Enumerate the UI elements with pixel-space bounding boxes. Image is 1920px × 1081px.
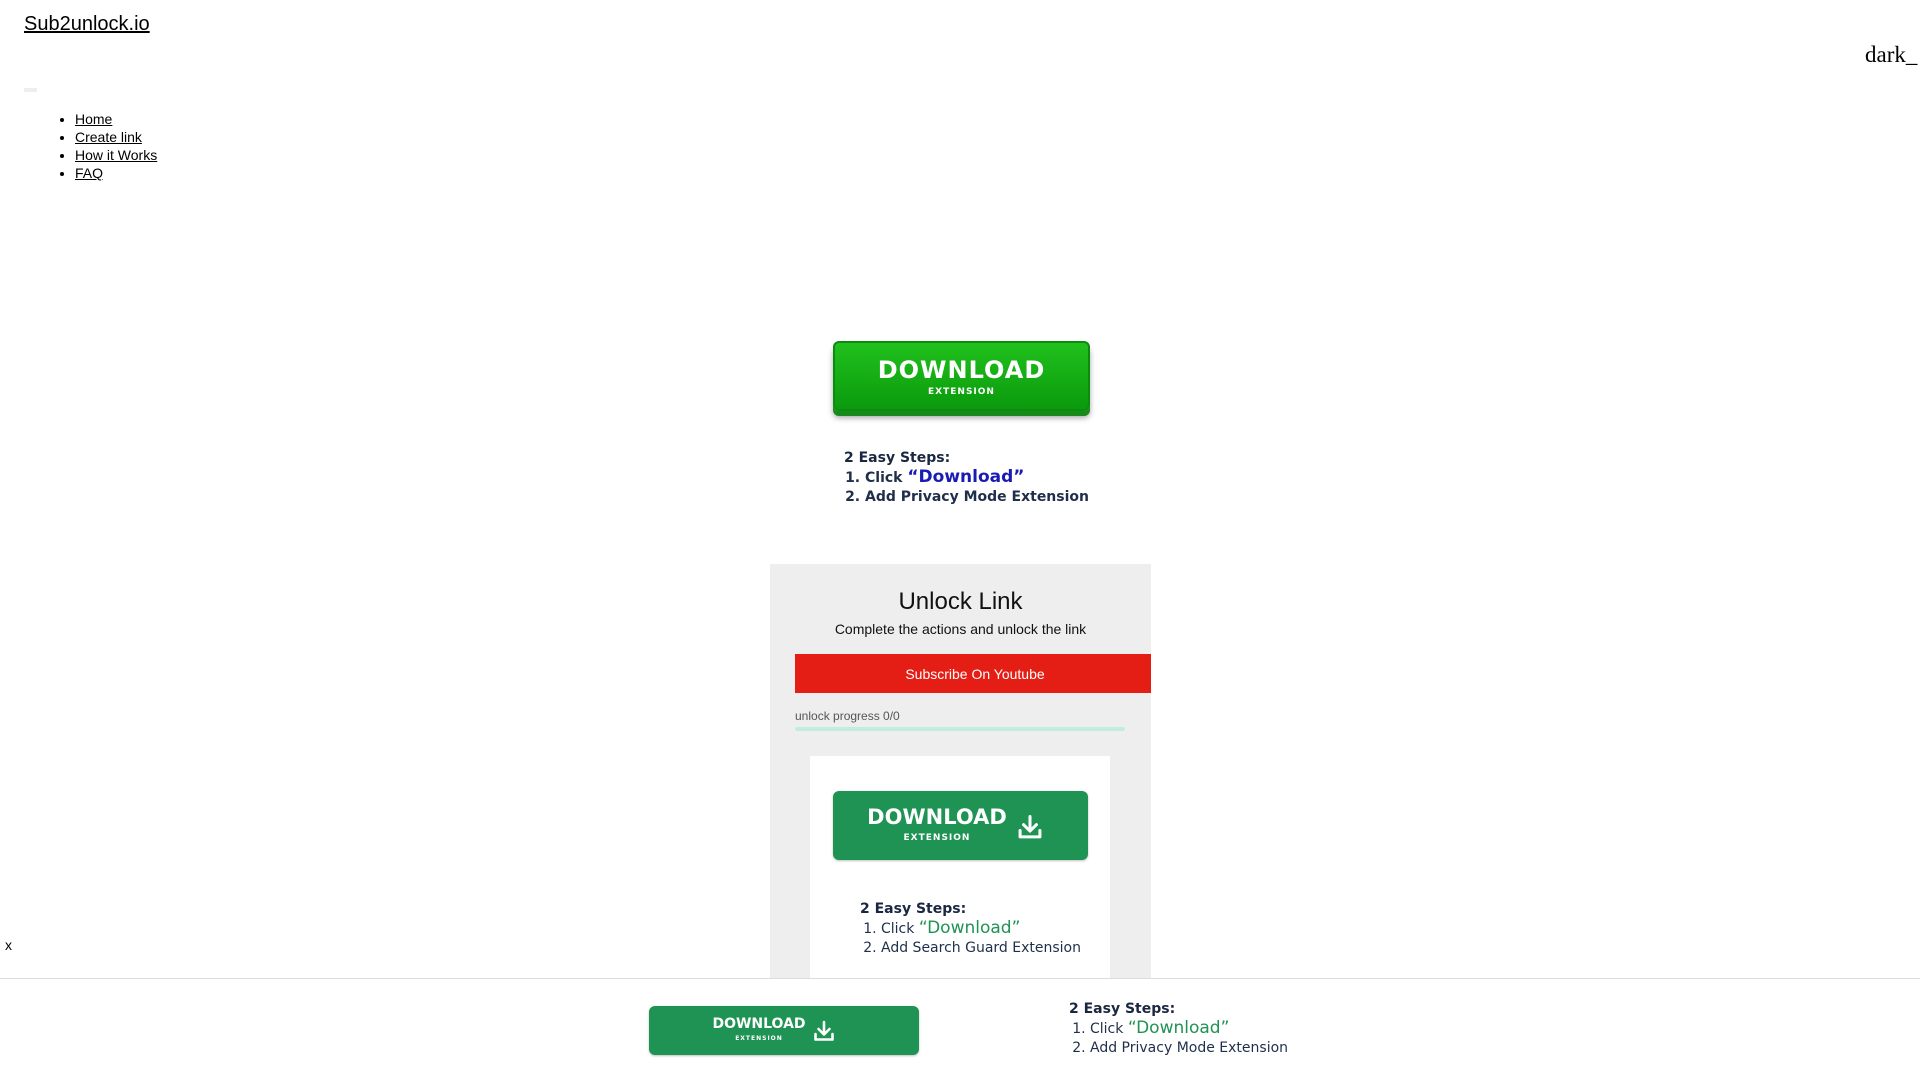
inner-step-1-prefix: Click	[881, 921, 919, 937]
inner-download-extension-button[interactable]	[833, 791, 1088, 860]
unlock-card	[770, 564, 1151, 979]
top-step-1	[865, 468, 1089, 488]
inner-download-label: DOWNLOAD	[867, 805, 1007, 829]
top-download-extension-button[interactable]	[833, 341, 1090, 411]
subscribe-youtube-button[interactable]: Subscribe On Youtube	[795, 654, 1151, 693]
nav-item-how-it-works	[75, 146, 157, 164]
top-steps-block	[844, 449, 1089, 507]
main-nav	[24, 110, 157, 182]
top-step-1-prefix: Click	[865, 470, 908, 486]
unlock-card-subtitle: Complete the actions and unlock the link	[834, 621, 1087, 637]
inner-step-2: 2. Add Search Guard Extension	[881, 939, 1081, 958]
inner-steps-block	[860, 900, 1081, 958]
inner-step-1	[881, 919, 1081, 939]
bottom-steps-heading: 2 Easy Steps:	[1069, 1001, 1176, 1017]
top-download-button-sublabel: EXTENSION	[928, 387, 995, 397]
download-arrow-icon	[1016, 813, 1044, 841]
inner-step-1-highlight: “Download”	[918, 918, 1021, 938]
bottom-step-1-prefix: Click	[1090, 1021, 1128, 1037]
bottom-steps-block	[1069, 1000, 1288, 1058]
nav-item-faq	[75, 164, 157, 182]
nav-link-how-it-works[interactable]: How it Works	[75, 147, 158, 163]
nav-link-home[interactable]: Home	[75, 111, 113, 127]
bottom-ad-bar	[0, 978, 1920, 1081]
bottom-step-1	[1090, 1019, 1288, 1039]
unlock-progress-label: unlock progress 0/0	[795, 709, 900, 723]
download-arrow-icon	[812, 1019, 836, 1043]
top-step-1-highlight: “Download”	[907, 467, 1025, 487]
top-steps-heading: 2 Easy Steps:	[844, 450, 951, 466]
bottom-download-sublabel: EXTENSION	[735, 1035, 783, 1042]
bottom-download-text	[709, 1016, 809, 1042]
theme-toggle-label[interactable]: dark_	[1865, 42, 1918, 67]
inner-download-sublabel: EXTENSION	[903, 833, 971, 843]
nav-link-create-link[interactable]: Create link	[75, 129, 142, 145]
close-ad-button[interactable]: x	[5, 937, 12, 953]
menu-toggle-button[interactable]	[24, 88, 37, 92]
site-title-link[interactable]: Sub2unlock.io	[24, 13, 150, 35]
inner-download-text	[867, 805, 1007, 843]
top-download-button-label: DOWNLOAD	[877, 356, 1046, 384]
bottom-step-2: 2. Add Privacy Mode Extension	[1090, 1039, 1288, 1058]
nav-item-create-link	[75, 128, 157, 146]
top-step-2: 2. Add Privacy Mode Extension	[865, 488, 1089, 507]
unlock-card-title: Unlock Link	[898, 588, 1023, 615]
unlock-progress-bar	[795, 727, 1125, 731]
bottom-download-label: DOWNLOAD	[712, 1016, 806, 1032]
inner-steps-heading: 2 Easy Steps:	[860, 901, 967, 917]
bottom-download-extension-button[interactable]	[649, 1006, 919, 1055]
bottom-step-1-highlight: “Download”	[1127, 1018, 1230, 1038]
inner-ad-box	[810, 756, 1110, 979]
nav-item-home	[75, 110, 157, 128]
nav-link-faq[interactable]: FAQ	[75, 165, 104, 181]
